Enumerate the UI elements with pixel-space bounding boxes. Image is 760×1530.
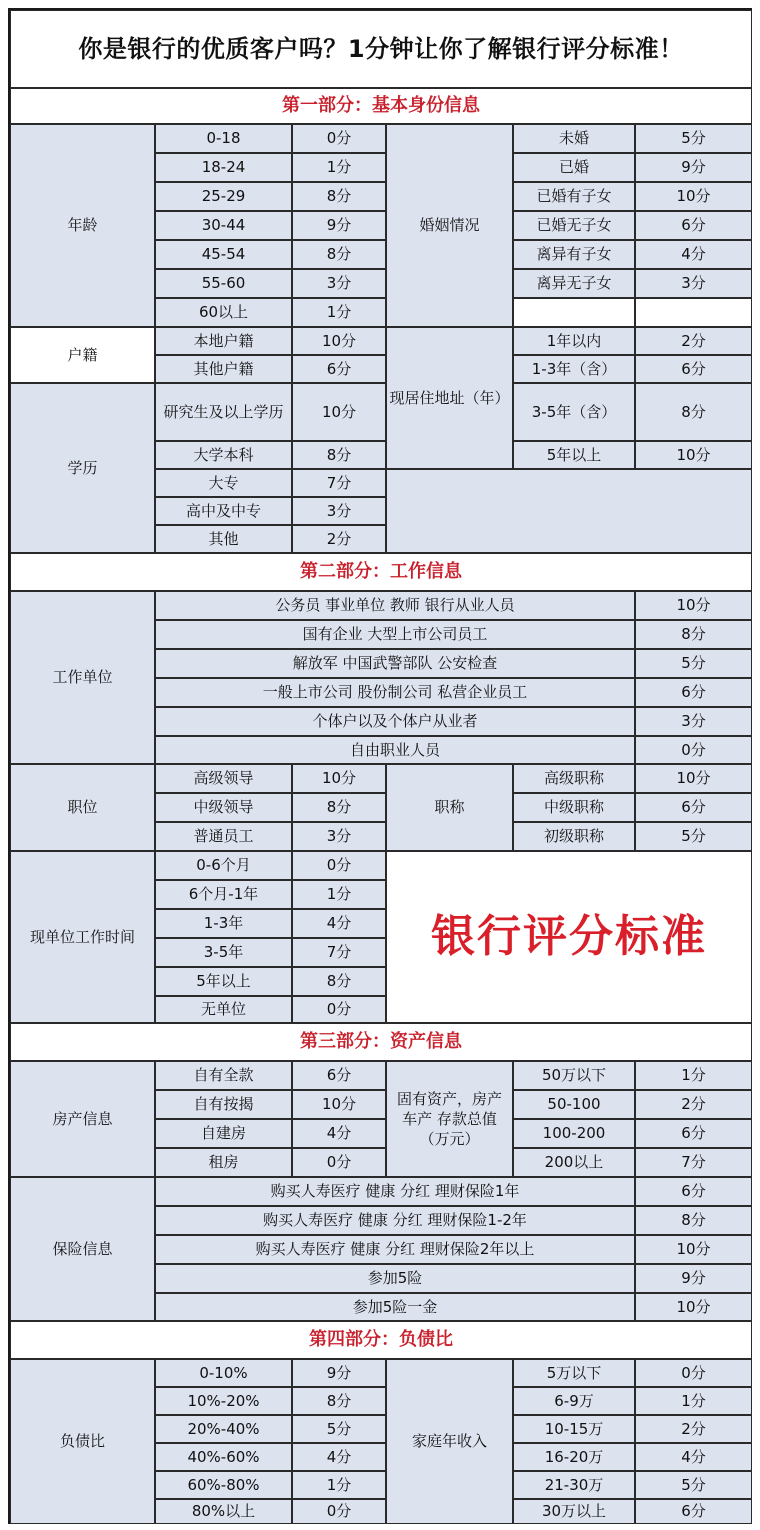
- row-label: 工作单位: [10, 591, 155, 764]
- score-cell: 10分: [635, 1235, 752, 1264]
- option-cell: 购买人寿医疗 健康 分红 理财保险1年: [155, 1177, 635, 1206]
- option-cell: 高中及中专: [155, 497, 292, 525]
- score-cell: 6分: [635, 355, 752, 383]
- row-label: 年龄: [10, 124, 155, 327]
- row-label: 现居住地址（年）: [386, 327, 513, 469]
- option-cell: 1-3年: [155, 909, 292, 938]
- score-cell: 6分: [635, 211, 752, 240]
- option-cell: 50万以下: [513, 1061, 635, 1090]
- score-cell: 8分: [292, 967, 386, 996]
- score-cell: 0分: [292, 1148, 386, 1177]
- score-cell: 4分: [292, 1443, 386, 1471]
- score-cell: 6分: [635, 1119, 752, 1148]
- empty-cell: [513, 298, 635, 327]
- option-cell: 自有按揭: [155, 1090, 292, 1119]
- option-cell: 高级职称: [513, 764, 635, 793]
- score-cell: 5分: [635, 822, 752, 851]
- score-cell: 4分: [292, 1119, 386, 1148]
- empty-cell: [635, 298, 752, 327]
- option-cell: 大专: [155, 469, 292, 497]
- score-cell: 2分: [292, 525, 386, 553]
- row-label: 固有资产，房产 车产 存款总值（万元）: [386, 1061, 513, 1177]
- option-cell: 自由职业人员: [155, 736, 635, 764]
- option-cell: 一般上市公司 股份制公司 私营企业员工: [155, 678, 635, 707]
- option-cell: 30-44: [155, 211, 292, 240]
- score-cell: 8分: [292, 793, 386, 822]
- score-cell: 8分: [292, 240, 386, 269]
- row-label: 职称: [386, 764, 513, 851]
- option-cell: 80%以上: [155, 1499, 292, 1524]
- option-cell: 研究生及以上学历: [155, 383, 292, 441]
- score-cell: 8分: [292, 441, 386, 469]
- option-cell: 个体户以及个体户从业者: [155, 707, 635, 736]
- score-cell: 2分: [635, 1090, 752, 1119]
- option-cell: 公务员 事业单位 教师 银行从业人员: [155, 591, 635, 620]
- row-label: 户籍: [10, 327, 155, 383]
- score-cell: 8分: [635, 620, 752, 649]
- score-cell: 5分: [635, 649, 752, 678]
- score-cell: 0分: [292, 124, 386, 153]
- score-cell: 9分: [292, 211, 386, 240]
- option-cell: 初级职称: [513, 822, 635, 851]
- row-label: 婚姻情况: [386, 124, 513, 327]
- option-cell: 10-15万: [513, 1415, 635, 1443]
- option-cell: 购买人寿医疗 健康 分红 理财保险1-2年: [155, 1206, 635, 1235]
- section-header: 第二部分：工作信息: [10, 553, 752, 591]
- row-label: 房产信息: [10, 1061, 155, 1177]
- option-cell: 离异无子女: [513, 269, 635, 298]
- score-cell: 1分: [292, 298, 386, 327]
- option-cell: 中级领导: [155, 793, 292, 822]
- option-cell: 100-200: [513, 1119, 635, 1148]
- option-cell: 其他户籍: [155, 355, 292, 383]
- score-cell: 10分: [292, 1090, 386, 1119]
- score-cell: 10分: [635, 182, 752, 211]
- score-cell: 9分: [635, 1264, 752, 1293]
- section-header: 第一部分：基本身份信息: [10, 88, 752, 124]
- score-cell: 6分: [635, 678, 752, 707]
- option-cell: 3-5年: [155, 938, 292, 967]
- row-label: 学历: [10, 383, 155, 553]
- option-cell: 自有全款: [155, 1061, 292, 1090]
- option-cell: 自建房: [155, 1119, 292, 1148]
- score-table: [8, 8, 752, 1524]
- score-cell: 0分: [292, 996, 386, 1023]
- score-cell: 1分: [635, 1387, 752, 1415]
- score-cell: 3分: [292, 269, 386, 298]
- score-cell: 1分: [292, 880, 386, 909]
- row-label: 保险信息: [10, 1177, 155, 1321]
- score-cell: 6分: [635, 793, 752, 822]
- option-cell: 200以上: [513, 1148, 635, 1177]
- score-cell: 3分: [635, 707, 752, 736]
- option-cell: 已婚无子女: [513, 211, 635, 240]
- option-cell: 0-18: [155, 124, 292, 153]
- score-cell: 3分: [292, 497, 386, 525]
- option-cell: 0-6个月: [155, 851, 292, 880]
- score-cell: 0分: [292, 1499, 386, 1524]
- page-title: 你是银行的优质客户吗？1分钟让你了解银行评分标准！: [10, 10, 752, 88]
- row-label: 职位: [10, 764, 155, 851]
- option-cell: 租房: [155, 1148, 292, 1177]
- score-cell: 10分: [292, 764, 386, 793]
- option-cell: 无单位: [155, 996, 292, 1023]
- option-cell: 购买人寿医疗 健康 分红 理财保险2年以上: [155, 1235, 635, 1264]
- score-cell: 10分: [635, 441, 752, 469]
- option-cell: 18-24: [155, 153, 292, 182]
- option-cell: 解放军 中国武警部队 公安检查: [155, 649, 635, 678]
- option-cell: 中级职称: [513, 793, 635, 822]
- option-cell: 21-30万: [513, 1471, 635, 1499]
- score-cell: 8分: [635, 1206, 752, 1235]
- row-label: 负债比: [10, 1359, 155, 1524]
- row-label: 现单位工作时间: [10, 851, 155, 1023]
- watermark-text: 银行评分标准: [386, 851, 752, 1023]
- score-cell: 5分: [635, 124, 752, 153]
- option-cell: 离异有子女: [513, 240, 635, 269]
- score-cell: 3分: [635, 269, 752, 298]
- option-cell: 55-60: [155, 269, 292, 298]
- option-cell: 16-20万: [513, 1443, 635, 1471]
- score-cell: 10分: [292, 383, 386, 441]
- option-cell: 高级领导: [155, 764, 292, 793]
- option-cell: 6个月-1年: [155, 880, 292, 909]
- option-cell: 30万以上: [513, 1499, 635, 1524]
- score-cell: 5分: [635, 1471, 752, 1499]
- score-cell: 3分: [292, 822, 386, 851]
- option-cell: 25-29: [155, 182, 292, 211]
- option-cell: 国有企业 大型上市公司员工: [155, 620, 635, 649]
- score-cell: 2分: [635, 327, 752, 355]
- section-header: 第三部分：资产信息: [10, 1023, 752, 1061]
- score-cell: 7分: [292, 469, 386, 497]
- score-cell: 7分: [292, 938, 386, 967]
- score-cell: 7分: [635, 1148, 752, 1177]
- score-cell: 9分: [635, 153, 752, 182]
- option-cell: 大学本科: [155, 441, 292, 469]
- score-cell: 6分: [635, 1177, 752, 1206]
- score-cell: 10分: [292, 327, 386, 355]
- section-header: 第四部分：负债比: [10, 1321, 752, 1359]
- row-label: 家庭年收入: [386, 1359, 513, 1524]
- score-cell: 4分: [635, 1443, 752, 1471]
- score-cell: 6分: [292, 1061, 386, 1090]
- score-cell: 10分: [635, 764, 752, 793]
- score-cell: 1分: [635, 1061, 752, 1090]
- score-cell: 1分: [292, 153, 386, 182]
- option-cell: 5万以下: [513, 1359, 635, 1387]
- score-cell: 10分: [635, 591, 752, 620]
- option-cell: 已婚: [513, 153, 635, 182]
- score-cell: 10分: [635, 1293, 752, 1321]
- score-cell: 1分: [292, 1471, 386, 1499]
- option-cell: 5年以上: [513, 441, 635, 469]
- score-cell: 9分: [292, 1359, 386, 1387]
- option-cell: 45-54: [155, 240, 292, 269]
- score-cell: 4分: [635, 240, 752, 269]
- score-cell: 8分: [635, 383, 752, 441]
- option-cell: 60以上: [155, 298, 292, 327]
- option-cell: 1-3年（含）: [513, 355, 635, 383]
- score-cell: 5分: [292, 1415, 386, 1443]
- score-cell: 2分: [635, 1415, 752, 1443]
- score-cell: 6分: [292, 355, 386, 383]
- option-cell: 0-10%: [155, 1359, 292, 1387]
- score-cell: 4分: [292, 909, 386, 938]
- option-cell: 50-100: [513, 1090, 635, 1119]
- option-cell: 10%-20%: [155, 1387, 292, 1415]
- option-cell: 本地户籍: [155, 327, 292, 355]
- score-cell: 8分: [292, 1387, 386, 1415]
- option-cell: 普通员工: [155, 822, 292, 851]
- option-cell: 参加5险一金: [155, 1293, 635, 1321]
- option-cell: 60%-80%: [155, 1471, 292, 1499]
- empty-cell: [386, 469, 752, 553]
- option-cell: 6-9万: [513, 1387, 635, 1415]
- score-cell: 6分: [635, 1499, 752, 1524]
- option-cell: 已婚有子女: [513, 182, 635, 211]
- option-cell: 其他: [155, 525, 292, 553]
- option-cell: 20%-40%: [155, 1415, 292, 1443]
- score-cell: 0分: [635, 1359, 752, 1387]
- option-cell: 未婚: [513, 124, 635, 153]
- score-cell: 0分: [292, 851, 386, 880]
- score-cell: 8分: [292, 182, 386, 211]
- option-cell: 3-5年（含）: [513, 383, 635, 441]
- option-cell: 参加5险: [155, 1264, 635, 1293]
- option-cell: 40%-60%: [155, 1443, 292, 1471]
- option-cell: 5年以上: [155, 967, 292, 996]
- option-cell: 1年以内: [513, 327, 635, 355]
- score-cell: 0分: [635, 736, 752, 764]
